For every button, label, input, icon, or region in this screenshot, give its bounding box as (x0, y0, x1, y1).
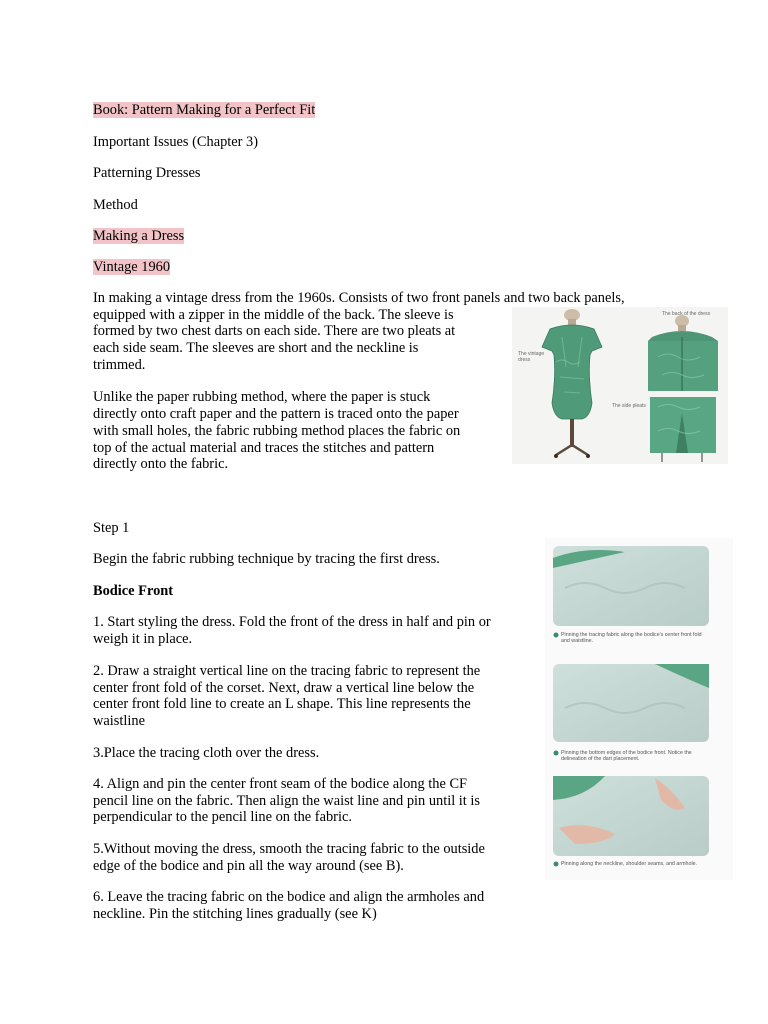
figure2-caption-2: Pinning the bottom edges of the bodice front. Notice the delineation of the dart placement. (561, 750, 692, 762)
step-item-line: center front fold of the corset. Next, draw a vertical line below the (93, 680, 475, 696)
intro-line: In making a vintage dress from the 1960s. Consists of two front panels and two back panels, (93, 290, 625, 306)
making-dress-label: Making a Dress (93, 228, 185, 244)
step-title: Step 1 (93, 520, 130, 536)
step-item-line: perpendicular to the pencil line on the fabric. (93, 809, 352, 825)
step-item-line: 2. Draw a straight vertical line on the tracing fabric to represent the (93, 663, 481, 679)
figure1-caption-front: The vintage dress (518, 351, 545, 363)
rubbing-line: directly onto the fabric. (93, 456, 229, 472)
step-item-line: weigh it in place. (93, 631, 193, 647)
rubbing-line: Unlike the paper rubbing method, where the paper is stuck (93, 389, 431, 405)
tracing-figure (545, 538, 733, 880)
rubbing-line: with small holes, the fabric rubbing method places the fabric on (93, 423, 461, 439)
step-item-line: edge of the bodice and pin all the way around (see B). (93, 858, 404, 874)
figure1-caption-pleats: The side pleats (612, 403, 646, 409)
figure2-caption-1: Pinning the tracing fabric along the bodice's center front fold and waistline. (561, 632, 702, 644)
intro-line: each side seam. The sleeves are short and the neckline is (93, 340, 419, 356)
section-heading: Bodice Front (93, 583, 174, 599)
figure2-caption-3: Pinning along the neckline, shoulder seams, and armhole. (561, 861, 698, 867)
vintage-label: Vintage 1960 (93, 259, 171, 275)
figure1-caption-back: The back of the dress (662, 311, 711, 317)
step-item-line: 4. Align and pin the center front seam of the bodice along the CF (93, 776, 468, 792)
chapter-line: Important Issues (Chapter 3) (93, 134, 259, 150)
vintage-dress-figure (512, 307, 728, 464)
rubbing-line: directly onto craft paper and the pattern is traced onto the paper (93, 406, 459, 422)
intro-line: equipped with a zipper in the middle of the back. The sleeve is (93, 307, 454, 323)
step-item-line: 6. Leave the tracing fabric on the bodice and align the armholes and (93, 889, 485, 905)
tracing-photos (545, 538, 733, 880)
step-intro: Begin the fabric rubbing technique by tracing the first dress. (93, 551, 440, 567)
book-title: Book: Pattern Making for a Perfect Fit (93, 102, 316, 118)
intro-line: trimmed. (93, 357, 146, 373)
step-item-line: 1. Start styling the dress. Fold the front of the dress in half and pin or (93, 614, 491, 630)
step-item-line: center front fold line to create an L shape. This line represents the (93, 696, 471, 712)
step-item-line: neckline. Pin the stitching lines gradually (see K) (93, 906, 377, 922)
step-item-line: pencil line on the fabric. Then align the waist line and pin until it is (93, 793, 480, 809)
topic-line: Patterning Dresses (93, 165, 201, 181)
dress-illustration (512, 307, 728, 464)
step-item-line: 5.Without moving the dress, smooth the tracing fabric to the outside (93, 841, 485, 857)
intro-line: formed by two chest darts on each side. There are two pleats at (93, 323, 456, 339)
step-item-line: 3.Place the tracing cloth over the dress. (93, 745, 320, 761)
step-item-line: waistline (93, 713, 145, 729)
rubbing-line: top of the actual material and traces the stitches and pattern (93, 440, 435, 456)
method-line: Method (93, 197, 138, 213)
